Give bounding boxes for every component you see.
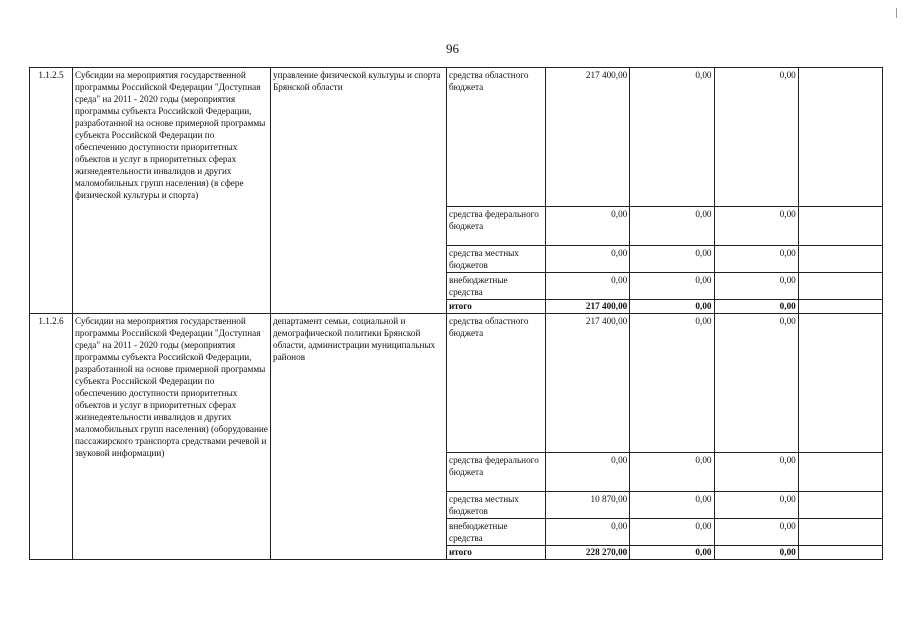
item-description: Субсидии на мероприятия государственной программы Российской Федерации "Доступная среда" на 2011 - 2020 годы (мероприятия программы субъекта Российской Федерации, разработанной на основе примерной программы субъекта Российской Федерации по обеспечению доступности приоритетных объектов и услуг в приоритетных сферах жизнедеятельности инвалидов и других маломобильных групп населения) (в сфере физической культуры и спорта): [73, 68, 271, 314]
value-cell: 0,00: [630, 68, 714, 207]
value-cell: 0,00: [630, 273, 714, 300]
value-cell: 0,00: [630, 519, 714, 546]
value-cell: 0,00: [714, 453, 798, 492]
total-value: 217 400,00: [546, 300, 630, 314]
value-cell: 0,00: [546, 453, 630, 492]
empty-cell: [798, 273, 882, 300]
table-row: [30, 314, 883, 453]
item-number: 1.1.2.5: [30, 68, 73, 314]
empty-cell: [798, 207, 882, 246]
empty-cell: [798, 492, 882, 519]
item-executor: управление физической культуры и спорта Брянской области: [271, 68, 447, 314]
value-cell: 217 400,00: [546, 68, 630, 207]
funding-source-label: внебюджетные средства: [447, 519, 546, 546]
item-description: Субсидии на мероприятия государственной программы Российской Федерации "Доступная среда" на 2011 - 2020 годы (мероприятия программы субъекта Российской Федерации, разработанной на основе примерной программы субъекта Российской Федерации по обеспечению доступности приоритетных объектов и услуг в приоритетных сферах жизнедеятельности инвалидов и других маломобильных групп населения) (оборудование пассажирского транспорта средствами речевой и звуковой информации): [73, 314, 271, 560]
value-cell: 0,00: [546, 207, 630, 246]
value-cell: 0,00: [714, 519, 798, 546]
table-row: [30, 68, 883, 207]
funding-source-label: средства областного бюджета: [447, 314, 546, 453]
empty-cell: [798, 519, 882, 546]
total-label: итого: [447, 546, 546, 560]
value-cell: 0,00: [546, 273, 630, 300]
value-cell: 0,00: [546, 246, 630, 273]
empty-cell: [798, 246, 882, 273]
value-cell: 0,00: [630, 453, 714, 492]
empty-cell: [798, 453, 882, 492]
empty-cell: [798, 314, 882, 453]
funding-source-label: средства федерального бюджета: [447, 207, 546, 246]
value-cell: 0,00: [630, 492, 714, 519]
value-cell: 217 400,00: [546, 314, 630, 453]
total-value: 0,00: [714, 546, 798, 560]
margin-mark: [896, 8, 897, 18]
empty-cell: [798, 68, 882, 207]
value-cell: 0,00: [714, 314, 798, 453]
empty-cell: [798, 300, 882, 314]
total-value: 0,00: [630, 546, 714, 560]
budget-table: [29, 67, 883, 560]
funding-source-label: средства местных бюджетов: [447, 492, 546, 519]
value-cell: 0,00: [630, 314, 714, 453]
value-cell: 0,00: [630, 246, 714, 273]
value-cell: 10 870,00: [546, 492, 630, 519]
page-number: 96: [446, 41, 459, 56]
value-cell: 0,00: [714, 207, 798, 246]
value-cell: 0,00: [714, 68, 798, 207]
item-number: 1.1.2.6: [30, 314, 73, 560]
total-value: 0,00: [714, 300, 798, 314]
value-cell: 0,00: [546, 519, 630, 546]
value-cell: 0,00: [714, 246, 798, 273]
funding-source-label: средства федерального бюджета: [447, 453, 546, 492]
total-value: 228 270,00: [546, 546, 630, 560]
total-value: 0,00: [630, 300, 714, 314]
item-executor: департамент семьи, социальной и демографической политики Брянской области, администрации муниципальных районов: [271, 314, 447, 560]
funding-source-label: средства областного бюджета: [447, 68, 546, 207]
funding-source-label: внебюджетные средства: [447, 273, 546, 300]
value-cell: 0,00: [714, 492, 798, 519]
empty-cell: [798, 546, 882, 560]
value-cell: 0,00: [714, 273, 798, 300]
funding-source-label: средства местных бюджетов: [447, 246, 546, 273]
total-label: итого: [447, 300, 546, 314]
value-cell: 0,00: [630, 207, 714, 246]
